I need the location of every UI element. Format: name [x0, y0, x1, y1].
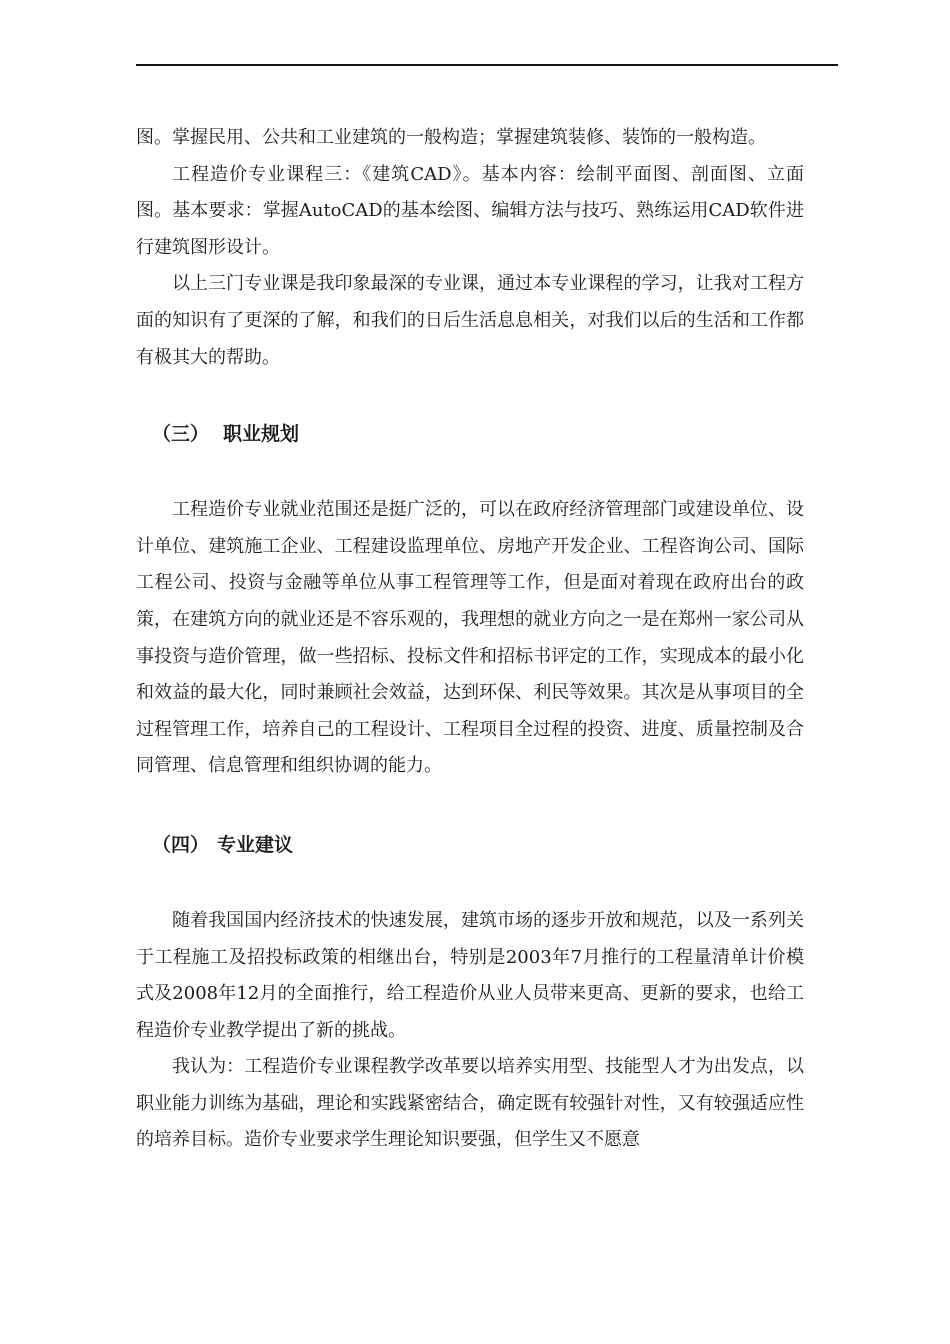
paragraph-industry-development: 随着我国国内经济技术的快速发展，建筑市场的逐步开放和规范，以及一系列关于工程施工及招投标政策的相继出台，特别是2003年7月推行的工程量清单计价模式及2008年12月的全面推行，给工程造价从业人员带来更高、更新的要求，也给工程造价专业教学提出了新的挑战。	[136, 909, 804, 1041]
section-title: 职业规划	[223, 423, 300, 446]
section-heading-career-plan	[136, 416, 804, 452]
paragraph-course-three: 工程造价专业课程三：《建筑CAD》。基本内容：绘制平面图、剖面图、立面图。基本要求：掌握AutoCAD的基本绘图、编辑方法与技巧、熟练运用CAD软件进行建筑图形设计。	[136, 163, 804, 258]
paragraph-career-plan: 工程造价专业就业范围还是挺广泛的，可以在政府经济管理部门或建设单位、设计单位、建筑施工企业、工程建设监理单位、房地产开发企业、工程咨询公司、国际工程公司、投资与金融等单位从事工程管理等工作，但是面对着现在政府出台的政策，在建筑方向的就业还是不容乐观的，我理想的就业方向之一是在郑州一家公司从事投资与造价管理，做一些招标、投标文件和招标书评定的工作，实现成本的最小化和效益的最大化，同时兼顾社会效益，达到环保、利民等效果。其次是从事项目的全过程管理工作，培养自己的工程设计、工程项目全过程的投资、进度、质量控制及合同管理、信息管理和组织协调的能力。	[136, 499, 804, 777]
paragraph-teaching-reform: 我认为：工程造价专业课程教学改革要以培养实用型、技能型人才为出发点，以职业能力训练为基础，理论和实践紧密结合，确定既有较强针对性，又有较强适应性的培养目标。造价专业要求学生理论知识要强，但学生又不愿意	[136, 1056, 804, 1151]
section-number: （三）	[152, 423, 210, 446]
section-heading-major-suggestions	[136, 827, 804, 863]
paragraph-building-structure-end: 图。掌握民用、公共和工业建筑的一般构造；掌握建筑装修、装饰的一般构造。	[136, 127, 766, 148]
section-number: （四）	[152, 833, 210, 856]
section-title: 专业建议	[217, 833, 294, 856]
document-body	[136, 120, 804, 1159]
paragraph-course-summary: 以上三门专业课是我印象最深的专业课，通过本专业课程的学习，让我对工程方面的知识有了更深的了解，和我们的日后生活息息相关，对我们以后的生活和工作都有极其大的帮助。	[136, 273, 804, 368]
header-rule	[136, 64, 838, 66]
